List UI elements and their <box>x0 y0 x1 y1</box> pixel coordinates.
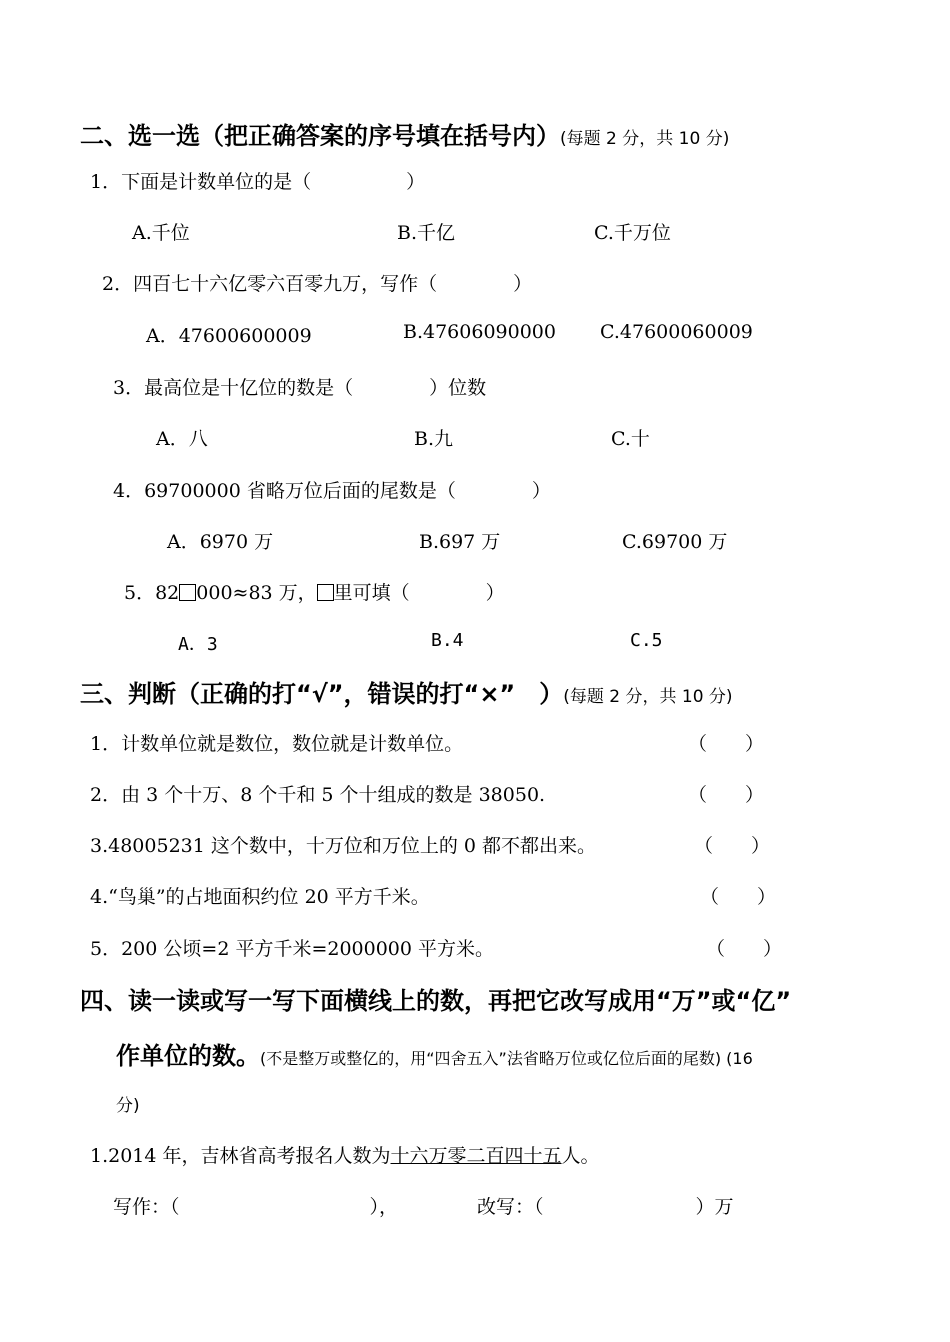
option-2-2-c: C.47600060009 <box>600 321 753 343</box>
option-2-4-c: C.69700 万 <box>622 531 728 553</box>
judge-item-5: 5．200 公顷=2 平方千米=2000000 平方米。 <box>90 938 495 960</box>
question-2-5-number: 5．82 <box>124 582 180 604</box>
section-2-note: (每题 2 分，共 10 分) <box>560 129 730 149</box>
write-answer-blank: 写作：（ ）， <box>113 1196 399 1218</box>
section-3-title: 三、判断（正确的打“√”，错误的打“×” ） <box>80 680 564 708</box>
judge-item-3: 3.48005231 这个数中，十万位和万位上的 0 都不都出来。 <box>90 835 597 857</box>
option-2-3-b: B.九 <box>414 428 454 450</box>
answer-paren-1: （ ） <box>688 733 765 755</box>
option-2-2-a: A．47600600009 <box>146 325 312 347</box>
judge-item-1: 1．计数单位就是数位，数位就是计数单位。 <box>90 733 464 755</box>
question-2-5-middle: 000≈83 万， <box>196 582 317 604</box>
option-2-4-a: A．6970 万 <box>167 531 274 553</box>
blank-box-icon <box>179 584 196 601</box>
section-4-note-cont: 分) <box>116 1096 140 1116</box>
question-2-2: 2．四百七十六亿零六百零九万，写作（ ） <box>102 273 533 295</box>
judge-item-4: 4.“鸟巢”的占地面积约位 20 平方千米。 <box>90 886 430 908</box>
option-2-1-a: A.千位 <box>132 222 190 244</box>
rewrite-answer-blank: 改写：（ ）万 <box>477 1196 734 1218</box>
option-2-4-b: B.697 万 <box>419 531 501 553</box>
section-4-heading-line-2 <box>116 1036 753 1071</box>
answer-paren-2: （ ） <box>688 784 765 806</box>
judge-item-2: 2．由 3 个十万、8 个千和 5 个十组成的数是 38050. <box>90 784 546 806</box>
section-2-title: 二、选一选（把正确答案的序号填在括号内） <box>80 122 560 150</box>
section-3-heading <box>80 674 733 709</box>
answer-paren-5: （ ） <box>706 938 783 960</box>
section-3-note: (每题 2 分，共 10 分) <box>563 687 733 707</box>
option-2-5-c: C.5 <box>630 630 663 651</box>
answer-paren-4: （ ） <box>700 886 777 908</box>
question-2-3: 3．最高位是十亿位的数是（ ）位数 <box>113 377 487 399</box>
answer-paren-3: （ ） <box>694 835 771 857</box>
section-4-title-cont: 作单位的数。 <box>116 1042 260 1070</box>
option-2-3-c: C.十 <box>611 428 650 450</box>
question-4-1-suffix: 人。 <box>561 1145 600 1167</box>
question-2-1: 1．下面是计数单位的是（ ） <box>90 171 426 193</box>
option-2-5-a: A．3 <box>178 634 218 655</box>
option-2-1-b: B.千亿 <box>397 222 456 244</box>
blank-box-icon <box>317 584 334 601</box>
question-2-5-end: 里可填（ ） <box>333 582 505 604</box>
option-2-1-c: C.千万位 <box>594 222 671 244</box>
question-2-5 <box>124 578 505 605</box>
section-2-heading <box>80 116 729 151</box>
question-4-1-prefix: 1.2014 年，吉林省高考报名人数为 <box>90 1145 391 1167</box>
option-2-3-a: A．八 <box>156 428 208 450</box>
section-4-note: (不是整万或整亿的，用“四舍五入”法省略万位或亿位后面的尾数) (16 <box>260 1049 753 1068</box>
section-4-title: 四、读一读或写一写下面横线上的数，再把它改写成用“万”或“亿” <box>80 987 792 1015</box>
option-2-5-b: B.4 <box>431 630 464 651</box>
question-2-4: 4．69700000 省略万位后面的尾数是（ ） <box>113 480 551 502</box>
underlined-number-words: 十六万零二百四十五 <box>390 1145 562 1167</box>
option-2-2-b: B.47606090000 <box>403 321 556 343</box>
question-4-1 <box>90 1141 600 1168</box>
